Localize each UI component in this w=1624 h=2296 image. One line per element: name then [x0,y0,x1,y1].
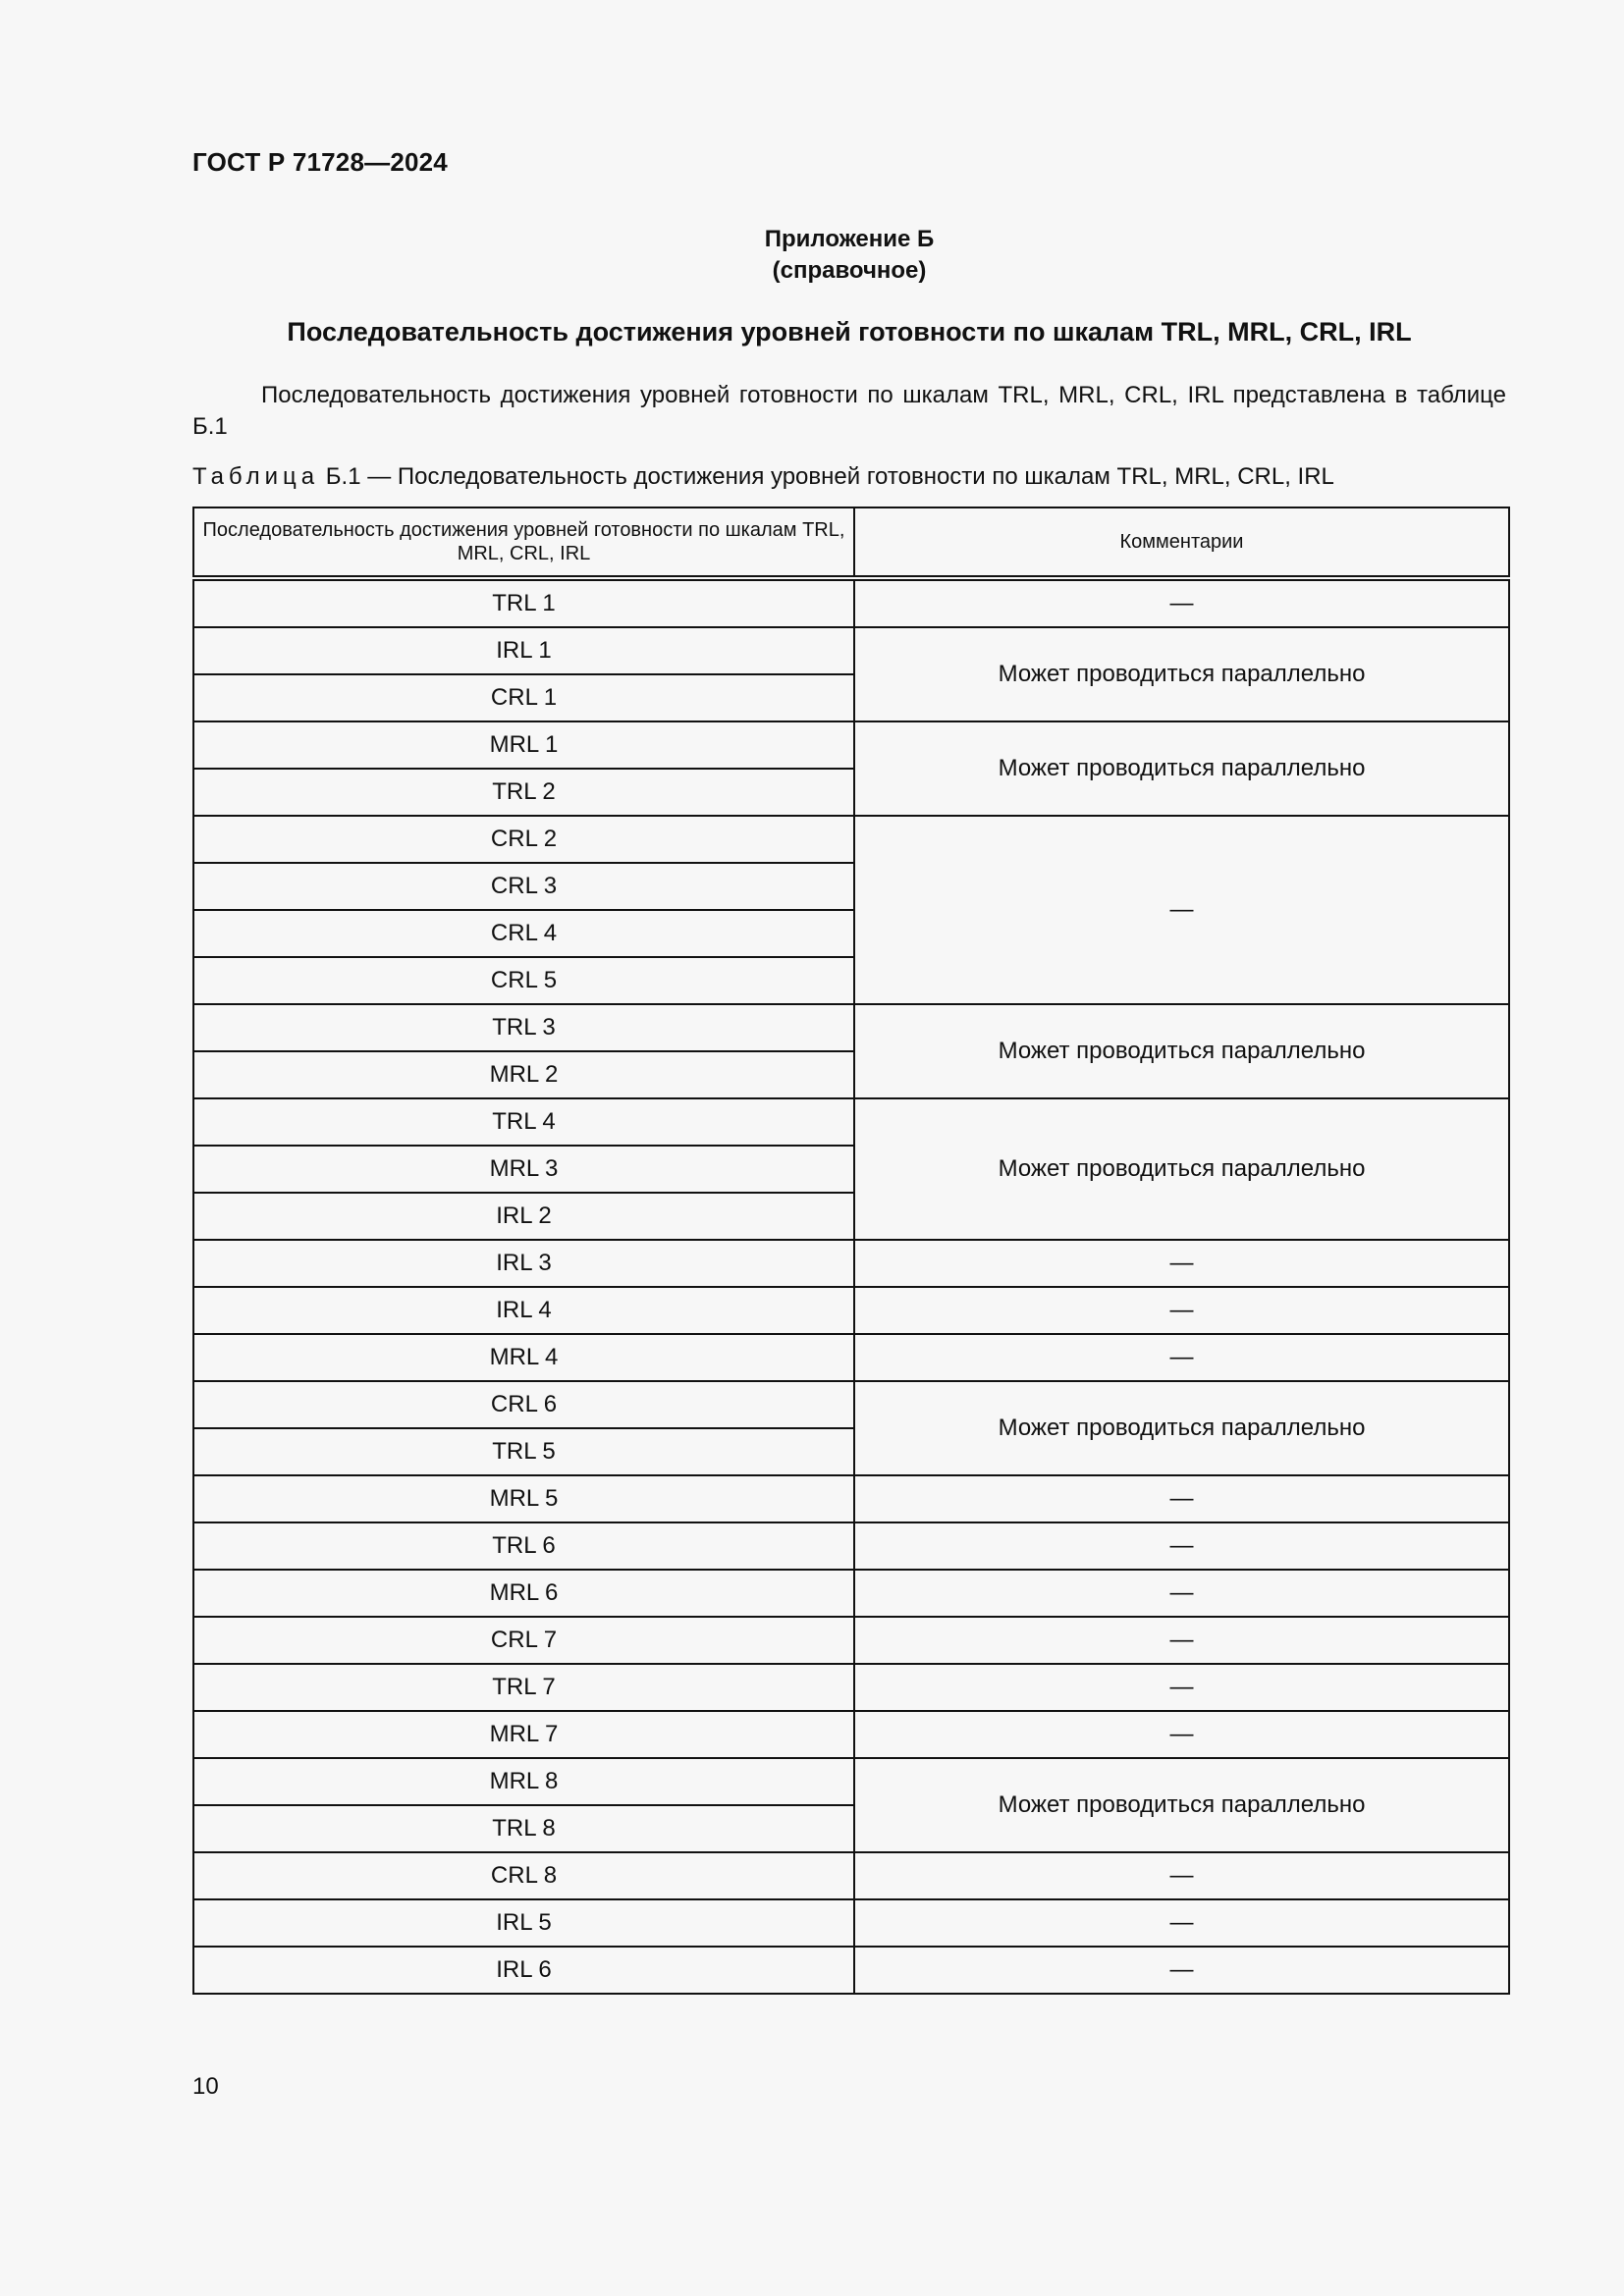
comment-cell: Может проводиться параллельно [854,1758,1509,1852]
table-row [193,1758,1509,1805]
document-code: ГОСТ Р 71728—2024 [192,147,448,177]
table-row [193,1664,1509,1711]
comment-cell: — [854,1287,1509,1334]
table-caption-text: Б.1 — Последовательность достижения уровней готовности по шкалам TRL, MRL, CRL, IRL [325,463,1334,490]
level-cell: MRL 7 [193,1711,854,1758]
header-comments: Комментарии [854,507,1509,578]
comment-cell: — [854,1240,1509,1287]
comment-cell: — [854,816,1509,1004]
level-cell: IRL 1 [193,627,854,674]
section-heading: Последовательность достижения уровней готовности по шкалам TRL, MRL, CRL, IRL [287,317,1412,347]
table-row [193,1899,1509,1947]
level-cell: IRL 3 [193,1240,854,1287]
level-cell: TRL 2 [193,769,854,816]
comment-cell: — [854,1711,1509,1758]
table-row [193,816,1509,863]
level-cell: CRL 6 [193,1381,854,1428]
table-row [193,578,1509,627]
table-row [193,1522,1509,1570]
level-cell: IRL 4 [193,1287,854,1334]
level-cell: TRL 4 [193,1098,854,1146]
level-cell: TRL 3 [193,1004,854,1051]
table-row [193,1475,1509,1522]
level-cell: MRL 5 [193,1475,854,1522]
comment-cell: Может проводиться параллельно [854,1004,1509,1098]
table-row [193,1711,1509,1758]
level-cell: MRL 1 [193,721,854,769]
table-row [193,1852,1509,1899]
table-row [193,1947,1509,1994]
table-row [193,1098,1509,1146]
comment-cell: — [854,1617,1509,1664]
level-cell: CRL 3 [193,863,854,910]
level-cell: MRL 6 [193,1570,854,1617]
intro-paragraph: Последовательность достижения уровней готовности по шкалам TRL, MRL, CRL, IRL представлена в таблице Б.1 [192,382,1506,440]
comment-cell: — [854,1947,1509,1994]
comment-cell: — [854,1334,1509,1381]
table-row [193,1287,1509,1334]
level-cell: CRL 1 [193,674,854,721]
table-header-row [193,507,1509,578]
level-cell: CRL 7 [193,1617,854,1664]
table-row [193,627,1509,674]
comment-cell: Может проводиться параллельно [854,627,1509,721]
comment-cell: — [854,1570,1509,1617]
comment-cell: — [854,1664,1509,1711]
level-cell: CRL 8 [193,1852,854,1899]
level-cell: CRL 2 [193,816,854,863]
table-row [193,1004,1509,1051]
comment-cell: — [854,1852,1509,1899]
appendix-subtitle: (справочное) [772,257,927,284]
table-row [193,1617,1509,1664]
table-body [193,578,1509,1994]
table-row [193,721,1509,769]
level-cell: IRL 6 [193,1947,854,1994]
level-cell: TRL 8 [193,1805,854,1852]
table-row [193,1570,1509,1617]
level-cell: CRL 5 [193,957,854,1004]
table-row [193,1381,1509,1428]
comment-cell: — [854,1899,1509,1947]
table-row [193,1240,1509,1287]
level-cell: TRL 1 [193,578,854,627]
level-cell: MRL 8 [193,1758,854,1805]
level-cell: TRL 7 [193,1664,854,1711]
level-cell: TRL 6 [193,1522,854,1570]
comment-cell: — [854,1522,1509,1570]
level-cell: CRL 4 [193,910,854,957]
comment-cell: — [854,1475,1509,1522]
table-row [193,1334,1509,1381]
level-cell: MRL 4 [193,1334,854,1381]
header-sequence: Последовательность достижения уровней готовности по шкалам TRL, MRL, CRL, IRL [193,507,854,578]
table-caption-label: Таблица [192,463,320,490]
comment-cell: Может проводиться параллельно [854,1381,1509,1475]
comment-cell: — [854,578,1509,627]
readiness-sequence-table [192,507,1510,1995]
table-caption [192,463,1334,491]
comment-cell: Может проводиться параллельно [854,1098,1509,1240]
level-cell: TRL 5 [193,1428,854,1475]
level-cell: IRL 2 [193,1193,854,1240]
level-cell: IRL 5 [193,1899,854,1947]
level-cell: MRL 2 [193,1051,854,1098]
page-number: 10 [192,2073,219,2100]
level-cell: MRL 3 [193,1146,854,1193]
comment-cell: Может проводиться параллельно [854,721,1509,816]
appendix-title: Приложение Б [764,226,935,252]
